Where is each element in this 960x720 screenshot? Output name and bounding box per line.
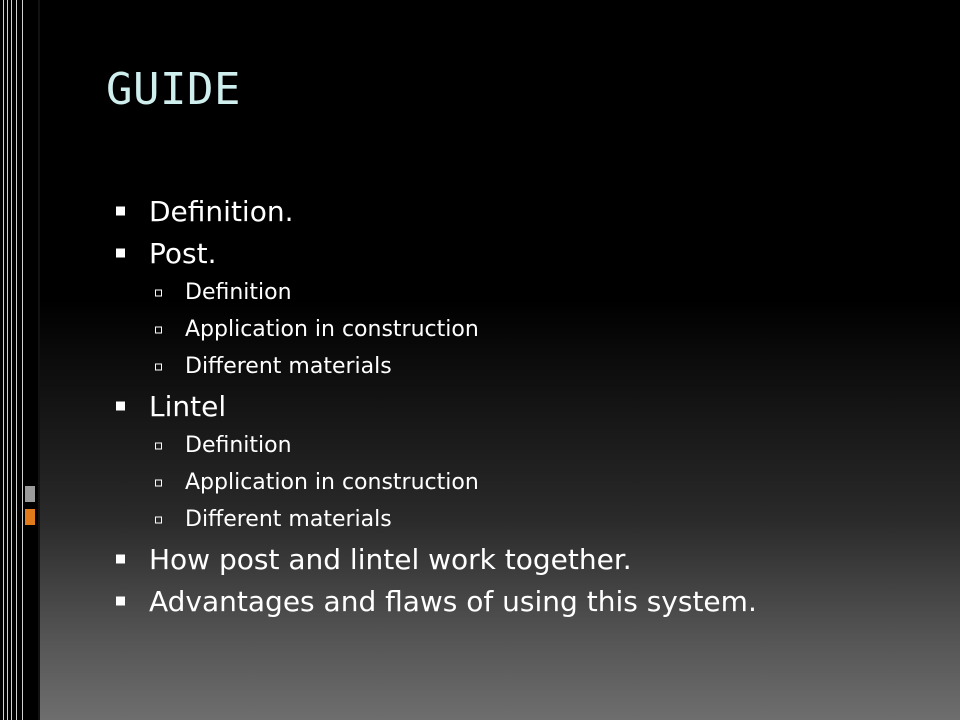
hollow-square-bullet-icon — [155, 479, 162, 486]
hollow-square-bullet-icon — [155, 442, 162, 449]
sub-bullet-item — [115, 274, 935, 311]
bullet-item — [115, 190, 935, 232]
hollow-square-bullet-icon — [155, 326, 162, 333]
bullet-text: How post and lintel work together. — [149, 542, 632, 576]
sub-bullet-item — [115, 427, 935, 464]
left-decorative-lines — [0, 0, 38, 720]
bullet-item — [115, 385, 935, 427]
square-bullet-icon — [116, 402, 125, 411]
accent-square-orange — [25, 509, 35, 525]
sub-bullet-item — [115, 501, 935, 538]
sub-bullet-text: Definition — [185, 433, 292, 458]
bullet-text: Lintel — [149, 389, 227, 423]
sub-bullet-text: Definition — [185, 280, 292, 305]
square-bullet-icon — [116, 207, 125, 216]
sub-bullet-text: Application in construction — [185, 470, 479, 495]
square-bullet-icon — [116, 597, 125, 606]
sub-bullet-item — [115, 464, 935, 501]
sub-bullet-item — [115, 348, 935, 385]
sub-bullet-item — [115, 311, 935, 348]
square-bullet-icon — [116, 555, 125, 564]
bullet-text: Advantages and flaws of using this system. — [149, 584, 757, 618]
bullet-text: Post. — [149, 236, 217, 270]
hollow-square-bullet-icon — [155, 516, 162, 523]
bullet-text: Definition. — [149, 194, 294, 228]
accent-square-grey — [25, 486, 35, 502]
sub-bullet-text: Application in construction — [185, 317, 479, 342]
bullet-item — [115, 538, 935, 580]
sub-bullet-text: Different materials — [185, 507, 392, 532]
hollow-square-bullet-icon — [155, 289, 162, 296]
square-bullet-icon — [116, 249, 125, 258]
hollow-square-bullet-icon — [155, 363, 162, 370]
bullet-list — [115, 190, 935, 622]
sub-bullet-text: Different materials — [185, 354, 392, 379]
bullet-item — [115, 580, 935, 622]
slide-title: GUIDE — [106, 64, 241, 115]
bullet-item — [115, 232, 935, 274]
